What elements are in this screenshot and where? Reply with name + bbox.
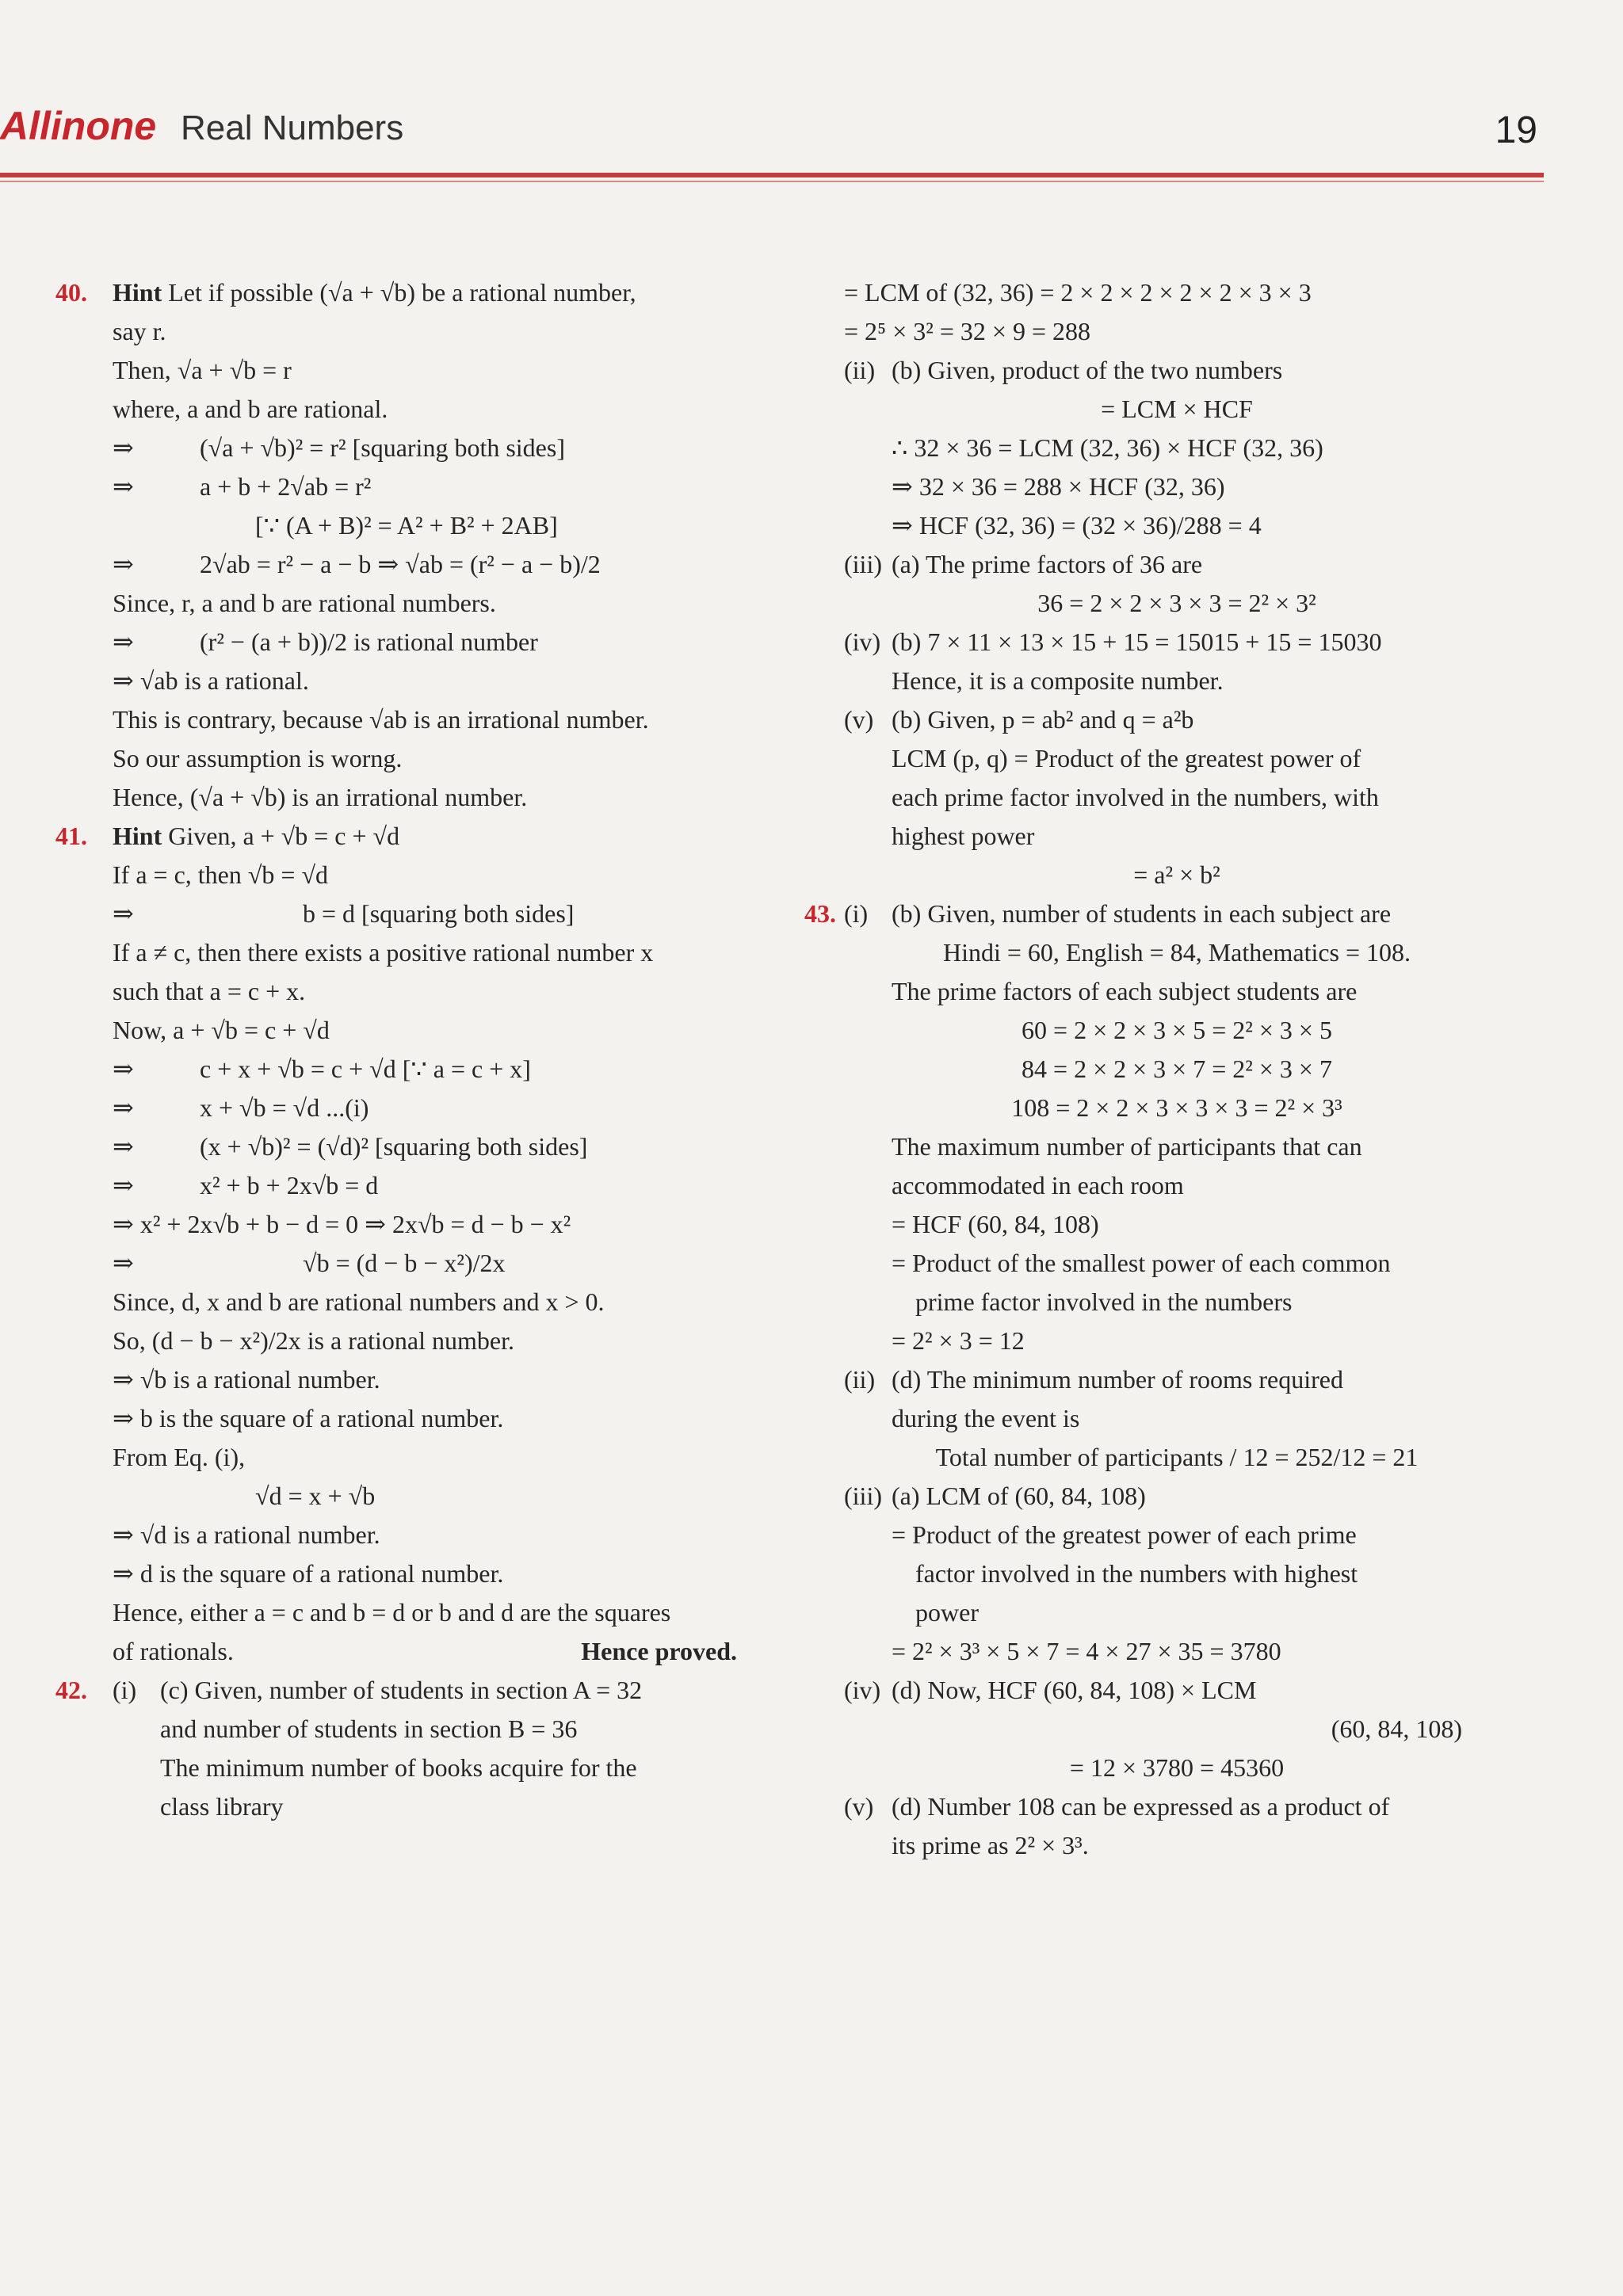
question-number: 43. bbox=[804, 899, 836, 928]
text-line: (b) Given, number of students in each subject are bbox=[892, 899, 1392, 928]
q43-part-v bbox=[844, 1787, 1462, 1865]
text-line: ⇒ √ab is a rational. bbox=[113, 666, 309, 695]
sub-part-label: (ii) bbox=[844, 356, 876, 384]
q43-part-iii bbox=[844, 1477, 1462, 1671]
implies-symbol: ⇒ bbox=[113, 1093, 134, 1122]
question-43 bbox=[804, 894, 1462, 1360]
text-line: (b) Given, product of the two numbers bbox=[892, 356, 1283, 384]
q42-part-iii bbox=[844, 545, 1462, 623]
text-line: (d) The minimum number of rooms required bbox=[892, 1365, 1343, 1394]
sub-part-label: (v) bbox=[844, 1792, 874, 1821]
text-line: = Product of the smallest power of each common bbox=[892, 1249, 1391, 1277]
implies-symbol: ⇒ bbox=[113, 1249, 134, 1277]
text-line: during the event is bbox=[892, 1404, 1080, 1432]
equation-line: = LCM of (32, 36) = 2 × 2 × 2 × 2 × 2 × 3 × 3 bbox=[844, 278, 1312, 307]
implies-symbol: ⇒ bbox=[113, 899, 134, 928]
equation-line: (d) Now, HCF (60, 84, 108) × LCM bbox=[892, 1676, 1257, 1704]
implies-symbol: ⇒ bbox=[113, 433, 134, 462]
equation-line: = 12 × 3780 = 45360 bbox=[1069, 1753, 1285, 1782]
implies-symbol: ⇒ bbox=[113, 1171, 134, 1199]
page-number: 19 bbox=[1495, 109, 1537, 151]
text-line: (c) Given, number of students in section A = 32 bbox=[160, 1676, 643, 1704]
text-line: From Eq. (i), bbox=[113, 1443, 246, 1471]
chapter-title: Real Numbers bbox=[181, 109, 404, 147]
brand-logo: Allinone bbox=[0, 104, 157, 148]
page-header bbox=[0, 103, 1537, 174]
equation-line: (b) 7 × 11 × 13 × 15 + 15 = 15015 + 15 = 15030 bbox=[892, 627, 1382, 656]
text-line: Since, d, x and b are rational numbers and x > 0. bbox=[113, 1287, 605, 1316]
equation-line: ⇒ HCF (32, 36) = (32 × 36)/288 = 4 bbox=[892, 511, 1262, 540]
implies-symbol: ⇒ bbox=[113, 1132, 134, 1161]
equation-line: 60 = 2 × 2 × 3 × 5 = 2² × 3 × 5 bbox=[1022, 1016, 1332, 1044]
sub-part-label: (ii) bbox=[844, 1365, 876, 1394]
text-line: ⇒ d is the square of a rational number. bbox=[113, 1559, 504, 1588]
text-line: ⇒ b is the square of a rational number. bbox=[113, 1404, 504, 1432]
equation-line: 84 = 2 × 2 × 3 × 7 = 2² × 3 × 7 bbox=[1022, 1055, 1332, 1083]
text-line: its prime as 2² × 3³. bbox=[892, 1831, 1089, 1859]
question-40 bbox=[55, 273, 737, 817]
question-number: 40. bbox=[55, 278, 87, 307]
text-line: Then, √a + √b = r bbox=[113, 356, 292, 384]
text-line: highest power bbox=[892, 822, 1035, 850]
q42-part-iv bbox=[844, 623, 1462, 700]
implies-symbol: ⇒ bbox=[113, 627, 134, 656]
hint-label: Hint bbox=[113, 278, 162, 307]
text-line: prime factor involved in the numbers bbox=[915, 1287, 1293, 1316]
equation-line: Given, a + √b = c + √d bbox=[168, 822, 400, 850]
text-line: If a = c, then √b = √d bbox=[113, 860, 329, 889]
equation-line: = 2⁵ × 3² = 32 × 9 = 288 bbox=[844, 317, 1090, 345]
text-line: (d) Number 108 can be expressed as a product of bbox=[892, 1792, 1390, 1821]
text-line: (a) LCM of (60, 84, 108) bbox=[892, 1482, 1146, 1510]
text-line: Hence, either a = c and b = d or b and d are the squares bbox=[113, 1598, 671, 1627]
equation-line: = a² × b² bbox=[1133, 860, 1220, 889]
hint-label: Hint bbox=[113, 822, 162, 850]
equation-line: x² + b + 2x√b = d bbox=[200, 1171, 379, 1199]
question-number: 41. bbox=[55, 822, 87, 850]
equation-line: x + √b = √d ...(i) bbox=[200, 1093, 369, 1122]
equation-line: √b = (d − b − x²)/2x bbox=[303, 1249, 506, 1277]
text-line: The prime factors of each subject students are bbox=[892, 977, 1358, 1005]
text-line: Hence, (√a + √b) is an irrational number. bbox=[113, 783, 528, 811]
equation-line: = 2² × 3 = 12 bbox=[892, 1326, 1025, 1355]
text-line: accommodated in each room bbox=[892, 1171, 1184, 1199]
text-line: class library bbox=[160, 1792, 284, 1821]
text-line: LCM (p, q) = Product of the greatest power of bbox=[892, 744, 1361, 772]
sub-part-label: (iii) bbox=[844, 550, 882, 578]
text-line: If a ≠ c, then there exists a positive rational number x bbox=[113, 938, 654, 967]
text-line: = Product of the greatest power of each prime bbox=[892, 1520, 1357, 1549]
equation-line: ⇒ x² + 2x√b + b − d = 0 ⇒ 2x√b = d − b − x² bbox=[113, 1210, 571, 1238]
equation-line: 2√ab = r² − a − b ⇒ √ab = (r² − a − b)/2 bbox=[200, 550, 601, 578]
text-line: of rationals. bbox=[113, 1637, 234, 1665]
equation-line: 108 = 2 × 2 × 3 × 3 × 3 = 2² × 3³ bbox=[1011, 1093, 1342, 1122]
header-rule bbox=[0, 173, 1544, 177]
text-line: say r. bbox=[113, 317, 166, 345]
implies-symbol: ⇒ bbox=[113, 1055, 134, 1083]
equation-line: Now, a + √b = c + √d bbox=[113, 1016, 330, 1044]
text-line: factor involved in the numbers with highest bbox=[915, 1559, 1358, 1588]
sub-part-label: (v) bbox=[844, 705, 874, 734]
equation-line: = 2² × 3³ × 5 × 7 = 4 × 27 × 35 = 3780 bbox=[892, 1637, 1281, 1665]
q42-part-ii bbox=[844, 351, 1462, 545]
q43-part-ii bbox=[844, 1360, 1462, 1477]
proved-label: Hence proved. bbox=[581, 1637, 737, 1665]
text-line: ⇒ √b is a rational number. bbox=[113, 1365, 380, 1394]
equation-line: (x + √b)² = (√d)² [squaring both sides] bbox=[200, 1132, 588, 1161]
implies-symbol: ⇒ bbox=[113, 550, 134, 578]
sub-part-label: (i) bbox=[844, 899, 869, 928]
text-line: (a) The prime factors of 36 are bbox=[892, 550, 1203, 578]
sub-part-label: (iii) bbox=[844, 1482, 882, 1510]
equation-line: ⇒ 32 × 36 = 288 × HCF (32, 36) bbox=[892, 472, 1225, 501]
right-column bbox=[804, 273, 1462, 1865]
header-rule-thin bbox=[0, 181, 1544, 182]
text-line: So our assumption is worng. bbox=[113, 744, 403, 772]
q42-part-v bbox=[844, 700, 1462, 894]
text-line: So, (d − b − x²)/2x is a rational number. bbox=[113, 1326, 514, 1355]
implies-symbol: ⇒ bbox=[113, 472, 134, 501]
equation-line: (b) Given, p = ab² and q = a²b bbox=[892, 705, 1194, 734]
sub-part-label: (iv) bbox=[844, 1676, 881, 1704]
text-line: The maximum number of participants that can bbox=[892, 1132, 1362, 1161]
q43-part-iv bbox=[844, 1671, 1462, 1787]
equation-line: = HCF (60, 84, 108) bbox=[892, 1210, 1099, 1238]
text-line: Hindi = 60, English = 84, Mathematics = 108. bbox=[942, 938, 1411, 967]
equation-line: a + b + 2√ab = r² bbox=[200, 472, 372, 501]
sub-part-label: (iv) bbox=[844, 627, 881, 656]
question-42 bbox=[55, 1671, 737, 1826]
equation-line: (√a + √b)² = r² [squaring both sides] bbox=[200, 433, 565, 462]
equation-line: [∵ (A + B)² = A² + B² + 2AB] bbox=[255, 511, 558, 540]
equation-line: 36 = 2 × 2 × 3 × 3 = 2² × 3² bbox=[1037, 589, 1316, 617]
text-line: The minimum number of books acquire for the bbox=[160, 1753, 637, 1782]
text-line: such that a = c + x. bbox=[113, 977, 306, 1005]
question-number: 42. bbox=[55, 1676, 87, 1704]
left-column bbox=[55, 273, 737, 1826]
equation-line: (r² − (a + b))/2 is rational number bbox=[200, 627, 538, 656]
text-line: Let if possible (√a + √b) be a rational number, bbox=[168, 278, 636, 307]
text-line: Hence, it is a composite number. bbox=[892, 666, 1224, 695]
question-41 bbox=[55, 817, 737, 1671]
equation-line: b = d [squaring both sides] bbox=[303, 899, 575, 928]
equation-line: (60, 84, 108) bbox=[1331, 1714, 1462, 1743]
text-line: where, a and b are rational. bbox=[113, 395, 388, 423]
text-line: and number of students in section B = 36 bbox=[160, 1714, 578, 1743]
text-line: Since, r, a and b are rational numbers. bbox=[113, 589, 496, 617]
text-line: power bbox=[915, 1598, 979, 1627]
text-line: ⇒ √d is a rational number. bbox=[113, 1520, 380, 1549]
equation-line: c + x + √b = c + √d [∵ a = c + x] bbox=[200, 1055, 531, 1083]
sub-part-label: (i) bbox=[113, 1676, 137, 1704]
text-line: This is contrary, because √ab is an irrational number. bbox=[113, 705, 649, 734]
text-line: each prime factor involved in the numbers, with bbox=[892, 783, 1379, 811]
equation-line: = LCM × HCF bbox=[1101, 395, 1253, 423]
equation-line: ∴ 32 × 36 = LCM (32, 36) × HCF (32, 36) bbox=[892, 433, 1323, 462]
equation-line: √d = x + √b bbox=[255, 1482, 376, 1510]
equation-line: Total number of participants / 12 = 252/12 = 21 bbox=[935, 1443, 1419, 1471]
